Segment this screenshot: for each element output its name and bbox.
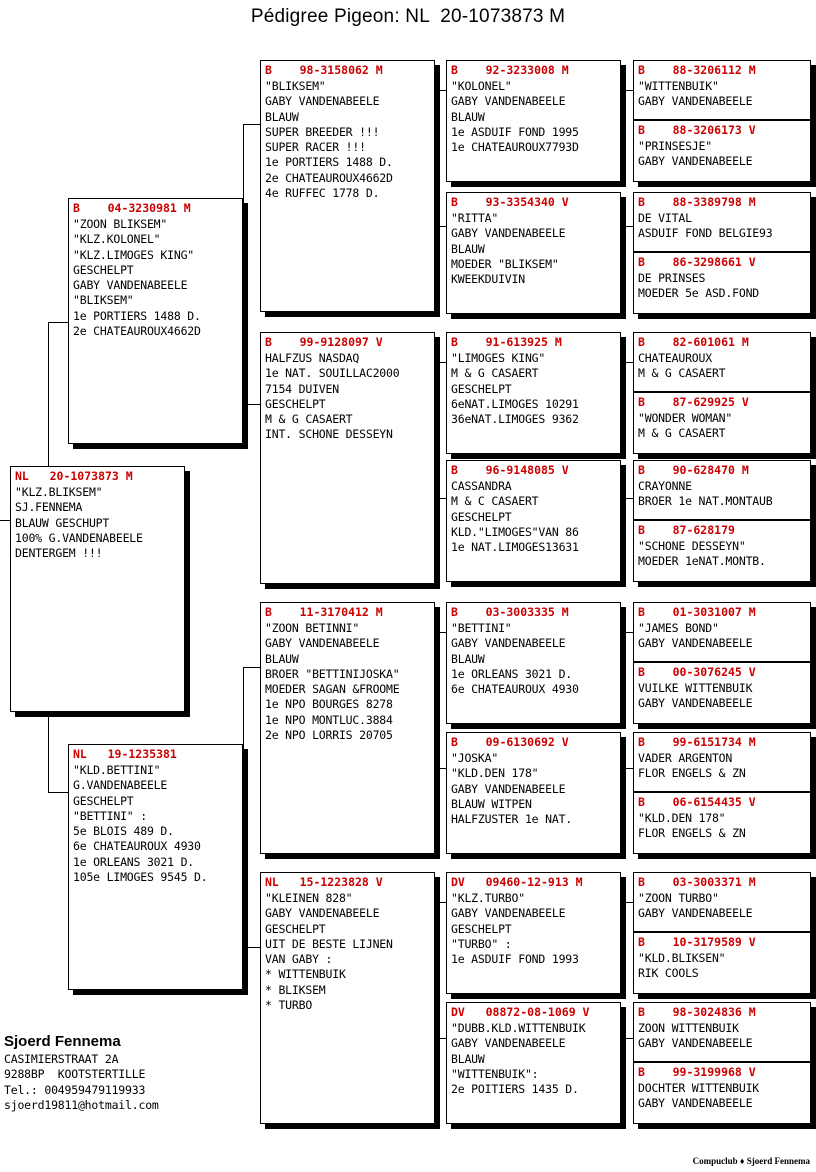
detail-line: "BETTINI" :: [73, 808, 147, 823]
detail-line: "KLD.DEN 178": [638, 811, 726, 825]
breeder-address-line: CASIMIERSTRAAT 2A: [4, 1052, 119, 1066]
detail-line: 2e CHATEAUROUX4662D: [265, 170, 393, 185]
detail-line: GABY VANDENABEELE: [451, 1036, 566, 1051]
detail-line: 6e CHATEAUROUX 4930: [451, 682, 579, 697]
pedigree-box-gggrandparent-5[interactable]: [633, 332, 811, 392]
connector-sire-to-gp2: [243, 404, 261, 405]
detail-line: "BLIKSEM": [73, 293, 134, 308]
pedigree-box-gggrandparent-16[interactable]: [633, 1062, 811, 1124]
connector-ggp8-to-gggp: [620, 1038, 634, 1039]
detail-line: 1e NAT.LIMOGES13631: [451, 540, 579, 555]
pedigree-box-greatgrandparent-5[interactable]: [446, 602, 621, 724]
detail-line: M & G CASAERT: [638, 426, 726, 441]
pedigree-box-greatgrandparent-2[interactable]: [446, 192, 621, 314]
pedigree-box-sire[interactable]: [68, 198, 243, 444]
connector-ggp6-to-gggp: [620, 768, 634, 769]
detail-line: "KOLONEL": [451, 79, 512, 93]
connector-gp1-to-ggp1: [434, 90, 446, 91]
pedigree-box-gggrandparent-6[interactable]: [633, 392, 811, 454]
detail-line: 1e PORTIERS 1488 D.: [265, 155, 393, 170]
details-gggrandparent-14: [634, 951, 810, 984]
detail-line: GABY VANDENABEELE: [451, 636, 566, 651]
breeder-phone: Tel.: 004959479119933: [4, 1082, 146, 1097]
detail-line: DE VITAL: [638, 211, 692, 225]
pedigree-box-greatgrandparent-4[interactable]: [446, 460, 621, 582]
pedigree-box-gggrandparent-10[interactable]: [633, 662, 811, 724]
detail-line: "RITTA": [451, 211, 499, 225]
pedigree-box-greatgrandparent-6[interactable]: [446, 732, 621, 854]
detail-line: 1e ORLEANS 3021 D.: [451, 666, 573, 681]
detail-line: SUPER RACER !!!: [265, 140, 366, 155]
details-greatgrandparent-3: [447, 351, 620, 429]
detail-line: FLOR ENGELS & ZN: [638, 766, 746, 781]
ring-number-greatgrandparent-8: DV 08872-08-1069 V: [451, 1005, 590, 1019]
detail-line: "PRINSESJE": [638, 139, 712, 153]
detail-line: "KLEINEN 828": [265, 891, 353, 905]
pedigree-box-gggrandparent-2[interactable]: [633, 120, 811, 182]
connector-subject-to-dam: [48, 792, 70, 793]
details-gggrandparent-9: [634, 621, 810, 654]
details-greatgrandparent-4: [447, 479, 620, 557]
ring-number-gggrandparent-9: B 01-3031007 M: [638, 605, 756, 619]
pedigree-box-grandparent-2[interactable]: [260, 332, 435, 584]
detail-line: M & C CASAERT: [451, 494, 539, 509]
pedigree-box-dam[interactable]: [68, 744, 243, 990]
connector-gp3-to-ggp6: [434, 768, 446, 769]
detail-line: "KLZ.LIMOGES KING": [73, 247, 195, 262]
details-subject: [11, 485, 184, 563]
detail-line: "LIMOGES KING": [451, 351, 546, 365]
pedigree-box-greatgrandparent-7[interactable]: [446, 872, 621, 994]
footer-credit: Compuclub ♦ Sjoerd Fennema: [692, 1156, 810, 1166]
detail-line: KLD."LIMOGES"VAN 86: [451, 524, 579, 539]
page-title: Pédigree Pigeon: NL 20-1073873 M: [250, 6, 566, 27]
detail-line: GABY VANDENABEELE: [73, 278, 188, 293]
detail-line: * TURBO: [265, 998, 313, 1013]
ring-number-gggrandparent-14: B 10-3179589 V: [638, 935, 756, 949]
detail-line: M & G CASAERT: [265, 412, 353, 427]
detail-line: 6e CHATEAUROUX 4930: [73, 839, 201, 854]
detail-line: GABY VANDENABEELE: [638, 906, 753, 921]
details-gggrandparent-2: [634, 139, 810, 172]
ring-number-gggrandparent-8: B 87-628179: [638, 523, 735, 537]
details-gggrandparent-15: [634, 1021, 810, 1054]
ring-number-subject: NL 20-1073873 M: [15, 469, 133, 483]
detail-line: 105e LIMOGES 9545 D.: [73, 870, 208, 885]
connector-ggp3-to-gggp: [620, 362, 634, 363]
detail-line: GESCHELPT: [451, 509, 512, 524]
detail-line: "KLZ.BLIKSEM": [15, 485, 103, 499]
ring-number-greatgrandparent-3: B 91-613925 M: [451, 335, 562, 349]
detail-line: "WONDER WOMAN": [638, 411, 733, 425]
detail-line: GABY VANDENABEELE: [638, 696, 753, 711]
detail-line: GESCHELPT: [451, 921, 512, 936]
detail-line: BLAUW: [451, 109, 485, 124]
ring-number-gggrandparent-13: B 03-3003371 M: [638, 875, 756, 889]
ring-number-gggrandparent-4: B 86-3298661 V: [638, 255, 756, 269]
connector-gp1-to-ggp2: [434, 226, 446, 227]
detail-line: "KLD.BETTINI": [73, 763, 161, 777]
details-gggrandparent-7: [634, 479, 810, 512]
detail-line: 2e POITIERS 1435 D.: [451, 1082, 579, 1097]
detail-line: * BLIKSEM: [265, 982, 326, 997]
details-gggrandparent-4: [634, 271, 810, 304]
detail-line: 6eNAT.LIMOGES 10291: [451, 396, 579, 411]
detail-line: MOEDER 1eNAT.MONTB.: [638, 554, 766, 569]
detail-line: "JAMES BOND": [638, 621, 719, 635]
ring-number-gggrandparent-11: B 99-6151734 M: [638, 735, 756, 749]
ring-number-grandparent-3: B 11-3170412 M: [265, 605, 383, 619]
connector-ggp2-to-gggp: [620, 226, 634, 227]
pedigree-box-gggrandparent-3[interactable]: [633, 192, 811, 252]
pedigree-box-greatgrandparent-3[interactable]: [446, 332, 621, 454]
detail-line: INT. SCHONE DESSEYN: [265, 427, 393, 442]
detail-line: 1e NAT. SOUILLAC2000: [265, 366, 400, 381]
breeder-info: [4, 1032, 254, 1113]
ring-number-gggrandparent-3: B 88-3389798 M: [638, 195, 756, 209]
detail-line: "JOSKA": [451, 751, 499, 765]
detail-line: GABY VANDENABEELE: [638, 94, 753, 109]
ring-number-gggrandparent-16: B 99-3199968 V: [638, 1065, 756, 1079]
detail-line: DE PRINSES: [638, 271, 706, 285]
pedigree-box-gggrandparent-7[interactable]: [633, 460, 811, 520]
detail-line: GABY VANDENABEELE: [451, 781, 566, 796]
detail-line: 1e NPO MONTLUC.3884: [265, 712, 393, 727]
detail-line: "KLD.BLIKSEN": [638, 951, 726, 965]
details-greatgrandparent-2: [447, 211, 620, 289]
details-sire: [69, 217, 242, 341]
detail-line: 1e PORTIERS 1488 D.: [73, 308, 201, 323]
detail-line: BLAUW GESCHUPT: [15, 515, 110, 530]
detail-line: BROER 1e NAT.MONTAUB: [638, 494, 773, 509]
ring-number-grandparent-2: B 99-9128097 V: [265, 335, 383, 349]
ring-number-grandparent-1: B 98-3158062 M: [265, 63, 383, 77]
pedigree-box-gggrandparent-13[interactable]: [633, 872, 811, 932]
detail-line: GABY VANDENABEELE: [638, 1096, 753, 1111]
detail-line: "KLZ.KOLONEL": [73, 232, 161, 247]
detail-line: 1e ASDUIF FOND 1995: [451, 124, 579, 139]
breeder-name: Sjoerd Fennema: [4, 1033, 121, 1050]
details-gggrandparent-8: [634, 539, 810, 572]
ring-number-gggrandparent-1: B 88-3206112 M: [638, 63, 756, 77]
connector-gp3-to-ggp5: [434, 632, 446, 633]
detail-line: BLAUW: [451, 651, 485, 666]
connector-ggp4-to-gggp: [620, 498, 634, 499]
detail-line: "ZOON TURBO": [638, 891, 719, 905]
detail-line: "ZOON BETINNI": [265, 621, 360, 635]
ring-number-gggrandparent-7: B 90-628470 M: [638, 463, 749, 477]
details-greatgrandparent-8: [447, 1021, 620, 1099]
ring-number-gggrandparent-2: B 88-3206173 V: [638, 123, 756, 137]
detail-line: GESCHELPT: [451, 381, 512, 396]
connector-dam-to-gp4: [243, 947, 261, 948]
details-grandparent-4: [261, 891, 434, 1015]
detail-line: 100% G.VANDENABEELE: [15, 530, 143, 545]
ring-number-greatgrandparent-5: B 03-3003335 M: [451, 605, 569, 619]
detail-line: GESCHELPT: [265, 396, 326, 411]
detail-line: CRAYONNE: [638, 479, 692, 493]
detail-line: CHATEAUROUX: [638, 351, 712, 365]
detail-line: DENTERGEM !!!: [15, 546, 103, 561]
detail-line: "BLIKSEM": [265, 79, 326, 93]
detail-line: HALFZUSTER 1e NAT.: [451, 812, 573, 827]
detail-line: GABY VANDENABEELE: [451, 226, 566, 241]
details-grandparent-1: [261, 79, 434, 203]
connector-gp2-to-ggp3: [434, 362, 446, 363]
detail-line: GESCHELPT: [73, 262, 134, 277]
detail-line: M & G CASAERT: [638, 366, 726, 381]
connector-gp4-to-ggp8: [434, 1038, 446, 1039]
detail-line: DOCHTER WITTENBUIK: [638, 1081, 760, 1095]
detail-line: GABY VANDENABEELE: [451, 906, 566, 921]
detail-line: CASSANDRA: [451, 479, 512, 493]
details-gggrandparent-11: [634, 751, 810, 784]
detail-line: "SCHONE DESSEYN": [638, 539, 746, 553]
detail-line: VADER ARGENTON: [638, 751, 733, 765]
details-gggrandparent-16: [634, 1081, 810, 1114]
detail-line: GABY VANDENABEELE: [638, 636, 753, 651]
detail-line: MOEDER SAGAN &FROOME: [265, 682, 400, 697]
detail-line: "WITTENBUIK":: [451, 1066, 539, 1081]
detail-line: BLAUW WITPEN: [451, 796, 532, 811]
detail-line: GABY VANDENABEELE: [451, 94, 566, 109]
ring-number-gggrandparent-12: B 06-6154435 V: [638, 795, 756, 809]
detail-line: GESCHELPT: [73, 793, 134, 808]
detail-line: M & G CASAERT: [451, 366, 539, 381]
detail-line: SJ.FENNEMA: [15, 500, 83, 515]
ring-number-gggrandparent-15: B 98-3024836 M: [638, 1005, 756, 1019]
connector-subject-to-sire: [48, 322, 70, 323]
ring-number-greatgrandparent-7: DV 09460-12-913 M: [451, 875, 583, 889]
pedigree-box-gggrandparent-12[interactable]: [633, 792, 811, 854]
detail-line: ZOON WITTENBUIK: [638, 1021, 739, 1035]
detail-line: MOEDER 5e ASD.FOND: [638, 286, 760, 301]
pedigree-box-gggrandparent-14[interactable]: [633, 932, 811, 994]
ring-number-sire: B 04-3230981 M: [73, 201, 191, 215]
detail-line: GABY VANDENABEELE: [638, 154, 753, 169]
detail-line: BLAUW: [451, 1051, 485, 1066]
pedigree-box-grandparent-3[interactable]: [260, 602, 435, 854]
detail-line: VAN GABY :: [265, 952, 333, 967]
details-gggrandparent-5: [634, 351, 810, 384]
detail-line: VUILKE WITTENBUIK: [638, 681, 753, 695]
detail-line: 2e NPO LORRIS 20705: [265, 728, 393, 743]
detail-line: MOEDER "BLIKSEM": [451, 256, 559, 271]
detail-line: "KLZ.TURBO": [451, 891, 525, 905]
detail-line: 36eNAT.LIMOGES 9362: [451, 412, 579, 427]
detail-line: "BETTINI": [451, 621, 512, 635]
detail-line: "WITTENBUIK": [638, 79, 719, 93]
pedigree-box-gggrandparent-15[interactable]: [633, 1002, 811, 1062]
ring-number-gggrandparent-6: B 87-629925 V: [638, 395, 749, 409]
details-greatgrandparent-7: [447, 891, 620, 969]
details-grandparent-3: [261, 621, 434, 745]
pedigree-box-gggrandparent-9[interactable]: [633, 602, 811, 662]
details-gggrandparent-3: [634, 211, 810, 244]
details-gggrandparent-13: [634, 891, 810, 924]
pedigree-box-greatgrandparent-1[interactable]: [446, 60, 621, 182]
ring-number-greatgrandparent-4: B 96-9148085 V: [451, 463, 569, 477]
detail-line: 5e BLOIS 489 D.: [73, 824, 174, 839]
details-gggrandparent-10: [634, 681, 810, 714]
ring-number-gggrandparent-10: B 00-3076245 V: [638, 665, 756, 679]
breeder-email: sjoerd19811@hotmail.com: [4, 1097, 159, 1112]
detail-line: * WITTENBUIK: [265, 967, 346, 982]
ring-number-greatgrandparent-1: B 92-3233008 M: [451, 63, 569, 77]
detail-line: GESCHELPT: [265, 921, 326, 936]
details-gggrandparent-12: [634, 811, 810, 844]
connector-gp2-to-ggp4: [434, 498, 446, 499]
detail-line: "DUBB.KLD.WITTENBUIK: [451, 1021, 586, 1035]
details-grandparent-2: [261, 351, 434, 445]
connector-gp4-to-ggp7: [434, 902, 446, 903]
ring-number-gggrandparent-5: B 82-601061 M: [638, 335, 749, 349]
detail-line: 1e CHATEAUROUX7793D: [451, 140, 579, 155]
pedigree-box-gggrandparent-11[interactable]: [633, 732, 811, 792]
connector-dam-vertical: [243, 667, 244, 947]
connector-ggp5-to-gggp: [620, 632, 634, 633]
connector-sire-to-gp1: [243, 124, 261, 125]
details-gggrandparent-6: [634, 411, 810, 444]
ring-number-grandparent-4: NL 15-1223828 V: [265, 875, 383, 889]
details-gggrandparent-1: [634, 79, 810, 112]
detail-line: UIT DE BESTE LIJNEN: [265, 936, 393, 951]
connector-ggp1-to-gggp: [620, 90, 634, 91]
detail-line: G.VANDENABEELE: [73, 778, 168, 793]
pedigree-box-greatgrandparent-8[interactable]: [446, 1002, 621, 1124]
ring-number-dam: NL 19-1235381: [73, 747, 177, 761]
breeder-address-line: 9288BP KOOTSTERTILLE: [4, 1067, 146, 1082]
detail-line: 7154 DUIVEN: [265, 381, 339, 396]
details-greatgrandparent-6: [447, 751, 620, 829]
ring-number-greatgrandparent-2: B 93-3354340 V: [451, 195, 569, 209]
detail-line: GABY VANDENABEELE: [265, 906, 380, 921]
detail-line: GABY VANDENABEELE: [638, 1036, 753, 1051]
detail-line: 2e CHATEAUROUX4662D: [73, 324, 201, 339]
pedigree-box-grandparent-4[interactable]: [260, 872, 435, 1124]
detail-line: "KLD.DEN 178": [451, 766, 539, 781]
detail-line: BLAUW: [265, 109, 299, 124]
detail-line: 4e RUFFEC 1778 D.: [265, 186, 380, 201]
pedigree-box-grandparent-1[interactable]: [260, 60, 435, 312]
pedigree-box-subject[interactable]: [10, 466, 185, 712]
detail-line: SUPER BREEDER !!!: [265, 124, 380, 139]
connector-ggp7-to-gggp: [620, 902, 634, 903]
detail-line: BROER "BETTINIJOSKA": [265, 666, 400, 681]
ring-number-greatgrandparent-6: B 09-6130692 V: [451, 735, 569, 749]
detail-line: "TURBO" :: [451, 936, 512, 951]
detail-line: KWEEKDUIVIN: [451, 272, 525, 287]
pedigree-box-gggrandparent-1[interactable]: [633, 60, 811, 120]
pedigree-box-gggrandparent-8[interactable]: [633, 520, 811, 582]
detail-line: ASDUIF FOND BELGIE93: [638, 226, 773, 241]
connector-dam-to-gp3: [243, 667, 261, 668]
detail-line: 1e ASDUIF FOND 1993: [451, 952, 579, 967]
detail-line: GABY VANDENABEELE: [265, 636, 380, 651]
pedigree-box-gggrandparent-4[interactable]: [633, 252, 811, 314]
detail-line: GABY VANDENABEELE: [265, 94, 380, 109]
detail-line: FLOR ENGELS & ZN: [638, 826, 746, 841]
connector-sire-vertical: [243, 124, 244, 404]
detail-line: BLAUW: [265, 651, 299, 666]
detail-line: "ZOON BLIKSEM": [73, 217, 168, 231]
details-dam: [69, 763, 242, 887]
detail-line: RIK COOLS: [638, 966, 699, 981]
details-greatgrandparent-5: [447, 621, 620, 699]
detail-line: 1e ORLEANS 3021 D.: [73, 854, 195, 869]
detail-line: HALFZUS NASDAQ: [265, 351, 360, 365]
detail-line: BLAUW: [451, 241, 485, 256]
detail-line: 1e NPO BOURGES 8278: [265, 697, 393, 712]
details-greatgrandparent-1: [447, 79, 620, 157]
